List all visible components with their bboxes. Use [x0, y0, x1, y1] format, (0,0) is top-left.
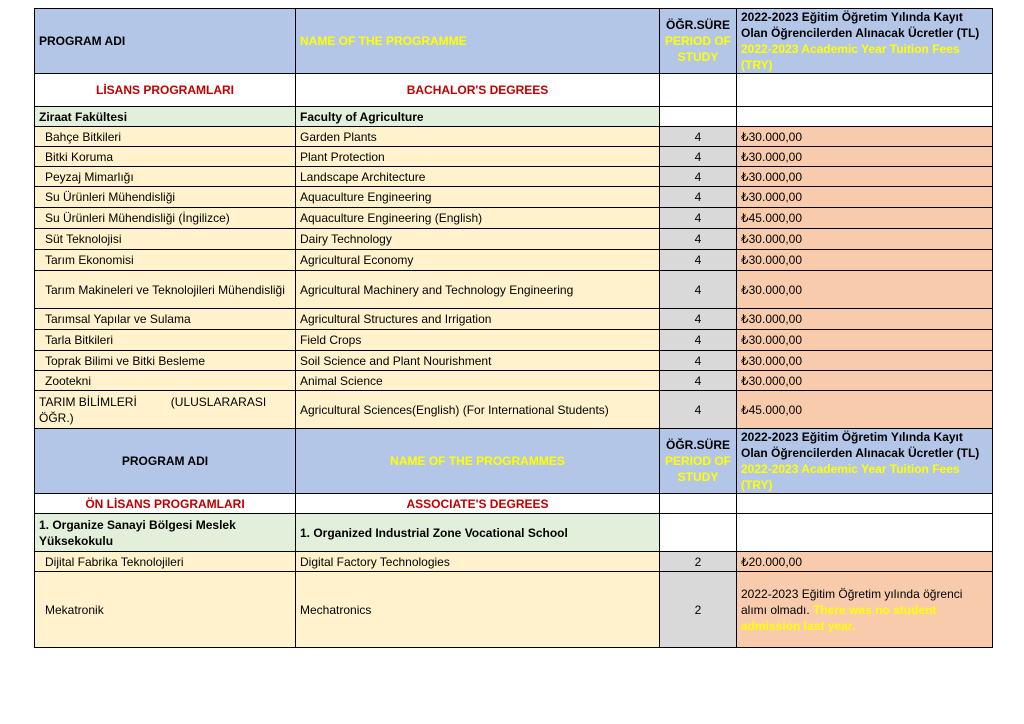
period: 4 — [660, 250, 737, 271]
program-tr: Tarımsal Yapılar ve Sulama — [35, 309, 296, 330]
period: 2 — [660, 552, 737, 572]
program-tr: Tarla Bitkileri — [35, 330, 296, 351]
period: 4 — [660, 229, 737, 250]
program-en: Plant Protection — [296, 147, 660, 167]
fee: ₺20.000,00 — [737, 552, 993, 572]
program-en: Digital Factory Technologies — [296, 552, 660, 572]
header2-period-tr: ÖĞR.SÜRE — [665, 438, 730, 452]
program-en: Field Crops — [296, 330, 660, 351]
associate-label-tr: ÖN LİSANS PROGRAMLARI — [35, 494, 296, 514]
program-tr: Dijital Fabrika Teknolojileri — [35, 552, 296, 572]
table-row — [35, 371, 993, 391]
program-en: Landscape Architecture — [296, 167, 660, 187]
bachelor-label-en: BACHALOR'S DEGREES — [296, 74, 660, 107]
header-row — [35, 9, 993, 74]
program-en: Aquaculture Engineering — [296, 187, 660, 208]
program-en: Aquaculture Engineering (English) — [296, 208, 660, 229]
fee: ₺30.000,00 — [737, 330, 993, 351]
school-tr: 1. Organize Sanayi Bölgesi Meslek Yüksekokulu — [35, 514, 296, 552]
fee: ₺30.000,00 — [737, 127, 993, 147]
period: 4 — [660, 187, 737, 208]
period: 4 — [660, 208, 737, 229]
header-name-of-programme: NAME OF THE PROGRAMME — [296, 9, 660, 74]
program-en: Soil Science and Plant Nourishment — [296, 351, 660, 371]
school-row — [35, 514, 993, 552]
program-en: Dairy Technology — [296, 229, 660, 250]
header-row-2 — [35, 429, 993, 494]
program-en: Agricultural Machinery and Technology Engineering — [296, 271, 660, 309]
period: 4 — [660, 271, 737, 309]
program-tr: Mekatronik — [35, 572, 296, 648]
fee: ₺30.000,00 — [737, 250, 993, 271]
header-period-tr: ÖĞR.SÜRE — [665, 18, 730, 32]
program-tr: Su Ürünleri Mühendisliği (İngilizce) — [35, 208, 296, 229]
international-row — [35, 391, 993, 429]
program-en: Agricultural Structures and Irrigation — [296, 309, 660, 330]
fee: ₺30.000,00 — [737, 309, 993, 330]
program-en: Garden Plants — [296, 127, 660, 147]
table-row — [35, 271, 993, 309]
associate-label-en: ASSOCIATE'S DEGREES — [296, 494, 660, 514]
header-fees — [737, 9, 993, 74]
associate-label-row — [35, 494, 993, 514]
table-row — [35, 552, 993, 572]
program-en: Animal Science — [296, 371, 660, 391]
table-row — [35, 309, 993, 330]
program-en: Agricultural Economy — [296, 250, 660, 271]
fee: ₺30.000,00 — [737, 187, 993, 208]
period: 4 — [660, 147, 737, 167]
period: 4 — [660, 309, 737, 330]
header-fees-en: 2022-2023 Academic Year Tuition Fees (TRY) — [741, 42, 960, 72]
program-tr: Su Ürünleri Mühendisliği — [35, 187, 296, 208]
faculty-en: Faculty of Agriculture — [296, 107, 660, 127]
header2-name-of-programmes: NAME OF THE PROGRAMMES — [296, 429, 660, 494]
table-row — [35, 229, 993, 250]
header-fees-tr: 2022-2023 Eğitim Öğretim Yılında Kayıt Olan Öğrencilerden Alınacak Ücretler (TL) — [741, 10, 980, 40]
table-row — [35, 351, 993, 371]
bachelor-label-tr: LİSANS PROGRAMLARI — [35, 74, 296, 107]
program-tr: Tarım Makineleri ve Teknolojileri Mühendisliği — [35, 271, 296, 309]
fee: ₺45.000,00 — [737, 208, 993, 229]
header2-period-en: PERIOD OF STUDY — [664, 454, 731, 484]
table-row — [35, 187, 993, 208]
tuition-fees-table — [34, 8, 993, 648]
bachelor-label-row — [35, 74, 993, 107]
header2-fees-en: 2022-2023 Academic Year Tuition Fees (TRY) — [741, 462, 960, 492]
fee: ₺30.000,00 — [737, 229, 993, 250]
faculty-row — [35, 107, 993, 127]
period: 4 — [660, 371, 737, 391]
table-row — [35, 208, 993, 229]
no-admission-note: 2022-2023 Eğitim Öğretim yılında öğrenci alımı olmadı. There was no student admission last year. — [737, 572, 993, 648]
fee: ₺30.000,00 — [737, 351, 993, 371]
table-row — [35, 250, 993, 271]
intl-period: 4 — [660, 391, 737, 429]
period: 4 — [660, 330, 737, 351]
table-row — [35, 167, 993, 187]
fee: ₺30.000,00 — [737, 167, 993, 187]
program-en: Mechatronics — [296, 572, 660, 648]
header-period-en: PERIOD OF STUDY — [664, 34, 731, 64]
fee: ₺30.000,00 — [737, 371, 993, 391]
header-program-adi: PROGRAM ADI — [35, 9, 296, 74]
faculty-tr: Ziraat Fakültesi — [35, 107, 296, 127]
program-tr: Toprak Bilimi ve Bitki Besleme — [35, 351, 296, 371]
intl-program-tr: TARIM BİLİMLERİ (ULUSLARARASI ÖĞR.) — [35, 391, 296, 429]
table-row — [35, 147, 993, 167]
period: 4 — [660, 351, 737, 371]
school-en: 1. Organized Industrial Zone Vocational School — [296, 514, 660, 552]
intl-program-en: Agricultural Sciences(English) (For International Students) — [296, 391, 660, 429]
table-row — [35, 330, 993, 351]
period: 4 — [660, 127, 737, 147]
table-row — [35, 572, 993, 648]
fee: ₺30.000,00 — [737, 147, 993, 167]
program-tr: Bitki Koruma — [35, 147, 296, 167]
program-tr: Bahçe Bitkileri — [35, 127, 296, 147]
program-tr: Peyzaj Mimarlığı — [35, 167, 296, 187]
header2-fees — [737, 429, 993, 494]
header2-period — [660, 429, 737, 494]
program-tr: Zootekni — [35, 371, 296, 391]
table-row — [35, 127, 993, 147]
program-tr: Süt Teknolojisi — [35, 229, 296, 250]
period: 2 — [660, 572, 737, 648]
header-period — [660, 9, 737, 74]
period: 4 — [660, 167, 737, 187]
header2-fees-tr: 2022-2023 Eğitim Öğretim Yılında Kayıt Olan Öğrencilerden Alınacak Ücretler (TL) — [741, 430, 980, 460]
fee: ₺30.000,00 — [737, 271, 993, 309]
intl-fee: ₺45.000,00 — [737, 391, 993, 429]
header2-program-adi: PROGRAM ADI — [35, 429, 296, 494]
program-tr: Tarım Ekonomisi — [35, 250, 296, 271]
